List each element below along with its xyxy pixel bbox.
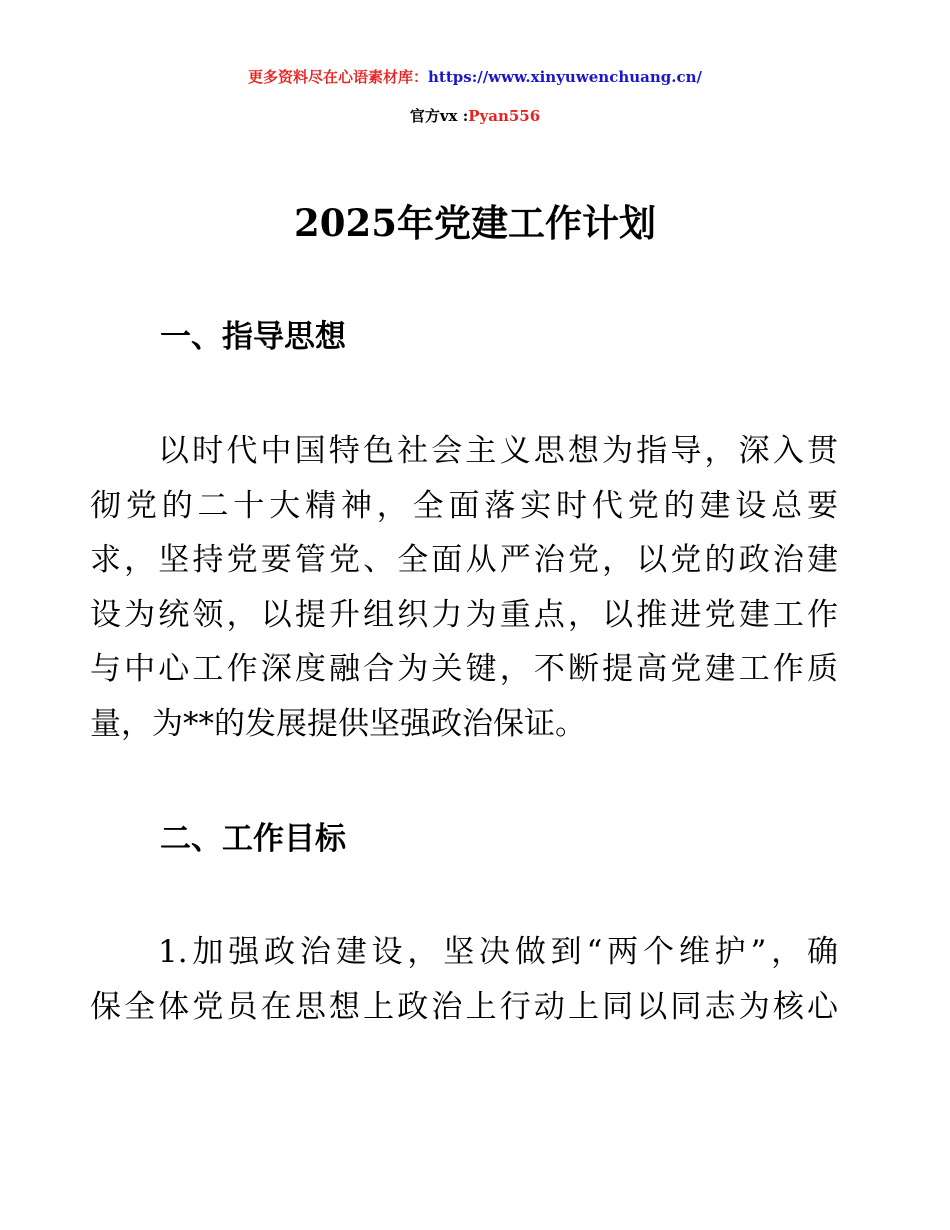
paragraph-line: 以时代中国特色社会主义思想为指导，深入贯 [158, 433, 838, 469]
promo-url-link[interactable]: https://www.xinyuwenchuang.cn/ [428, 68, 702, 86]
header-wechat-line [0, 105, 950, 127]
header-promo-line [0, 66, 950, 88]
paragraph-line: 1.加强政治建设，坚决做到“两个维护”，确 [158, 934, 838, 970]
paragraph-line: 求，坚持党要管党、全面从严治党，以党的政治建 [90, 542, 838, 578]
wechat-label: 官方vx : [409, 107, 469, 125]
promo-label: 更多资料尽在心语素材库： [248, 68, 429, 86]
wechat-id: Pyan556 [468, 107, 541, 125]
paragraph-line: 与中心工作深度融合为关键，不断提高党建工作质 [90, 651, 838, 687]
paragraph-line: 彻党的二十大精神，全面落实时代党的建设总要 [90, 487, 838, 524]
document-title: 2025年党建工作计划 [294, 201, 656, 245]
paragraph-line: 保全体党员在思想上政治上行动上同以同志为核心 [90, 988, 838, 1025]
section-paragraph-work-goals [90, 925, 838, 1034]
section-paragraph-guiding-ideology [90, 424, 838, 751]
paragraph-line: 设为统领，以提升组织力为重点，以推进党建工作 [90, 596, 838, 633]
section-heading-work-goals: 二、工作目标 [160, 821, 346, 857]
paragraph-line: 量，为**的发展提供坚强政治保证。 [90, 705, 586, 742]
section-heading-guiding-ideology: 一、指导思想 [160, 319, 346, 355]
